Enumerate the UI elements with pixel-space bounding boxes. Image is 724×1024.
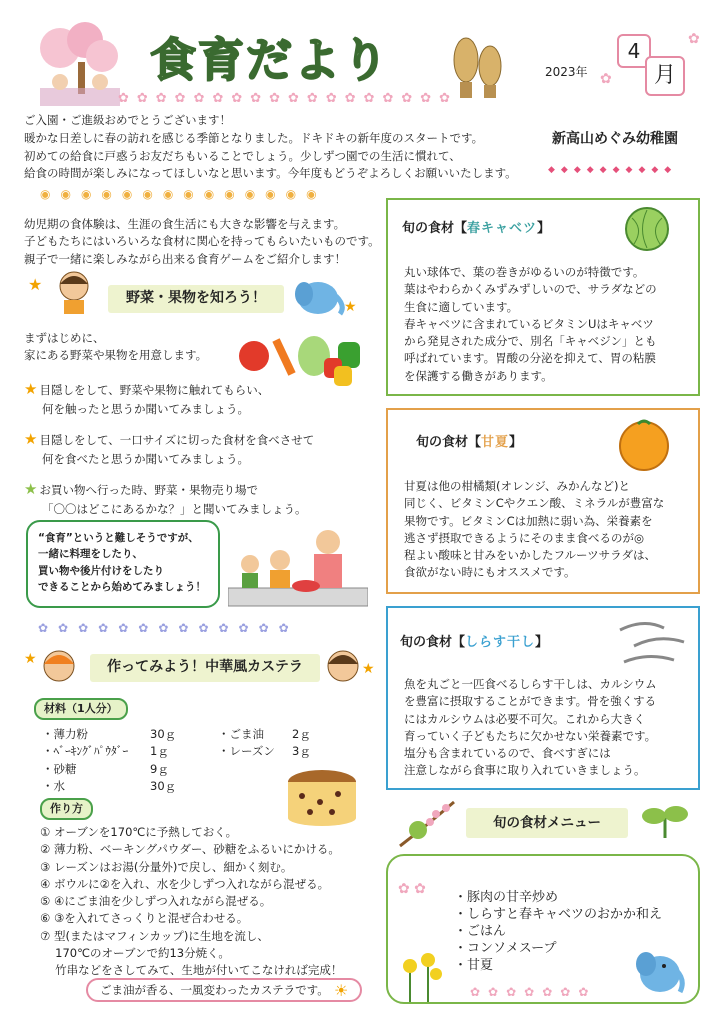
speech-bubble: “食育”というと難しそうですが、 一緒に料理をしたり、 買い物や後片付けをしたり できることから始めてみましょう！	[26, 520, 220, 608]
ingredients-label: 材料（1人分）	[34, 698, 128, 720]
ingredient-row: ・砂糖 9ｇ	[42, 761, 169, 776]
seasonal-body: 魚を丸ごと一匹食べるしらす干しは、カルシウム を豊富に摂取することができます。骨を強くする にはカルシウムは必要不可欠。これから大きく 育っていく子どもたちに欠かせない栄養素です。 塩分も含まれているので、食べすぎには 注意しながら食事に取り入れていきましょう。	[404, 677, 657, 778]
method-steps: ① オーブンを170℃に予熱しておく。 ② 薄力粉、ベーキングパウダー、砂糖をふるいにかける。 ③ レーズンはお湯(分量外)で戻し、細かく刻む。 ④ ボウルに②を入れ、水を少しずつ入れながら混ぜる。 ⑤ ④にごま油を少しずつ入れながら混ぜる。 ⑥ ③を入れてさっくりと混ぜ合わせる。 ⑦ 型(またはマフィンカップ)に生地を流し、 170℃のオーブンで約13分焼く。 竹串などをさしてみて、生地が付いてこなければ完成！	[40, 825, 343, 977]
flower-border: ✿✿✿✿✿✿✿	[470, 985, 597, 999]
year-label: 2023年	[545, 65, 588, 79]
star-icon: ★	[24, 651, 37, 667]
page-title: 食育だより	[150, 33, 390, 87]
seasonal-box-cabbage	[386, 198, 700, 396]
ingredients-left	[42, 726, 176, 795]
seasonal-title: 旬の食材【春キャベツ】	[402, 221, 551, 236]
fish-icon	[614, 612, 694, 672]
ingredient-row: ・レーズン 3ｇ	[218, 744, 311, 759]
section-title-vegetables: 野菜・果物を知ろう！	[108, 285, 284, 313]
sun-icon: ☀	[334, 981, 349, 1000]
seasonal-title: 旬の食材【甘夏】	[416, 435, 523, 450]
menu-item: ・ごはん	[454, 923, 507, 939]
section1-step-1: ★ 目隠しをして、野菜や果物に触れてもらい、 何を触ったと思うか聞いてみましょう。	[24, 380, 270, 416]
flower-decoration-icon: ✿	[688, 31, 700, 47]
castella-cake-illustration	[282, 766, 362, 828]
seasonal-box-shirasu	[386, 606, 700, 790]
school-name: 新高山めぐみ幼稚園	[552, 131, 678, 147]
star-bullet-icon: ★	[24, 480, 38, 498]
star-icon: ★	[362, 661, 375, 677]
menu-item: ・豚肉の甘辛炒め	[454, 890, 559, 905]
family-cooking-illustration	[228, 526, 368, 608]
ingredient-row: ・水 30ｇ	[42, 778, 177, 793]
section1-step-2: ★ 目隠しをして、一口サイズに切った食材を食べさせて 何を食べたと思うか聞いてみましょう。	[24, 430, 315, 466]
bird-on-branch-illustration	[396, 796, 456, 852]
seasonal-title: 旬の食材【しらす干し】	[400, 635, 549, 650]
flower-decoration-icon: ✿	[600, 71, 612, 87]
petal-decoration-icon: ✿ ✿	[398, 881, 426, 897]
castella-footer-note: ごま油が香る、一風変わったカステラです。	[86, 978, 362, 1002]
section-title-castella: 作ってみよう！中華風カステラ	[90, 654, 320, 682]
menu-item: ・コンソメスープ	[454, 940, 557, 956]
child-face-icon	[324, 646, 362, 686]
seasonal-box-amanatsu	[386, 408, 700, 594]
intro-text: ご入園・ご進級おめでとうございます！ 暖かな日差しに春の訪れを感じる季節となりました。ドキドキの新年度のスタートです。 初めての給食に戸惑うお友だちもいることでしょう。少しずつ園での生活に慣れて、 給食の時間が楽しみになってほしいなと思います。今年度もどうぞよろしくお願いいたします。	[24, 113, 517, 181]
section1-lead: まずはじめに、 家にある野菜や果物を用意します。	[24, 331, 208, 363]
menu-item: ・しらすと春キャベツのおかか和え	[454, 906, 663, 922]
star-icon: ★	[344, 299, 357, 315]
orange-icon	[614, 416, 674, 472]
section1-step-3: ★ お買い物へ行った時、野菜・果物売り場で 「〇〇はどこにあるかな？」と聞いてみましょう。	[24, 480, 307, 516]
month-number: 4	[617, 34, 651, 68]
child-face-icon	[40, 646, 78, 686]
star-icon: ★	[28, 275, 43, 294]
menu-item: ・甘夏	[454, 957, 494, 973]
elephant-icon	[292, 276, 346, 316]
sprout-icon	[640, 800, 690, 840]
elephant-icon	[630, 940, 688, 998]
star-bullet-icon: ★	[24, 380, 38, 398]
ingredient-row: ・薄力粉 30ｇ	[42, 727, 177, 741]
month-label: 月	[645, 56, 685, 96]
seasonal-body: 甘夏は他の柑橘類(オレンジ、みかんなど)と 同じく、ビタミンCやクエン酸、ミネラルが豊富な 果物です。ビタミンCは加熱に弱い為、栄養素を 逃さず摂取できるようにそのまま食べるのが◎ 程よい酸味と甘みをいかしたフルーツサラダは、 食欲がない時にもオススメです。	[404, 479, 665, 580]
game-intro-text: 幼児期の食体験は、生涯の食生活にも大きな影響を与えます。 子どもたちにはいろいろな食材に関心を持ってもらいたいものです。 親子で一緒に楽しみながら出来る食育ゲームをご紹介します！	[24, 217, 380, 266]
method-label: 作り方	[40, 798, 93, 820]
dot-border: ◆◆◆◆◆◆◆◆◆◆	[548, 165, 678, 175]
seasonal-body: 丸い球体で、葉の巻きがゆるいのが特徴です。 葉はやわらかくみずみずしいので、サラダなどの 生食に適しています。 春キャベツに含まれているビタミンUはキャベツ から発見された成分で、別名「キャベジン」とも 呼ばれています。胃酸の分泌を抑えて、胃の粘膜 を保護する働きがあります。	[404, 265, 657, 383]
flower-border: ✿✿✿✿✿✿✿✿✿✿✿✿✿✿✿✿✿✿	[118, 91, 459, 106]
bulb-border: ◉◉◉◉◉◉◉◉◉◉◉◉◉◉	[40, 187, 327, 201]
menu-title: 旬の食材メニュー	[466, 808, 628, 838]
cherry-tree-illustration	[30, 22, 126, 110]
ingredient-row: ・ﾍﾞｰｷﾝｸﾞﾊﾟｳﾀﾞｰ 1ｇ	[42, 744, 169, 759]
rapeseed-flower-illustration	[396, 950, 446, 1002]
ingredients-right	[218, 726, 311, 761]
star-bullet-icon: ★	[24, 430, 38, 448]
flower-border: ✿✿✿✿✿✿✿✿✿✿✿✿✿	[38, 621, 299, 635]
cabbage-icon	[620, 206, 674, 252]
ingredient-row: ・ごま油 2ｇ	[218, 727, 311, 741]
child-illustration	[48, 268, 102, 316]
